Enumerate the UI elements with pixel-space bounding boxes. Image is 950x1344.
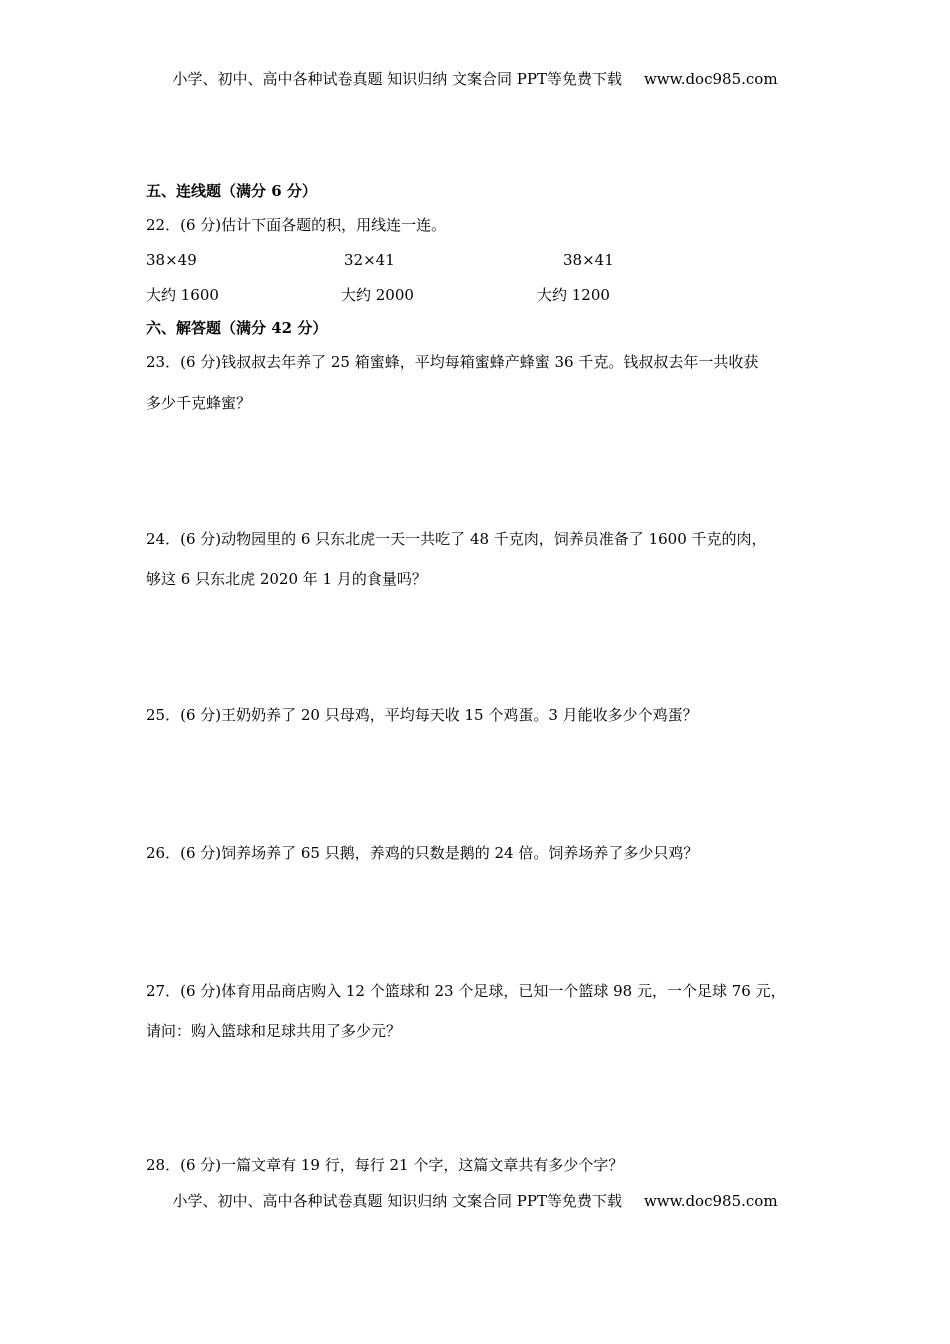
question-27-line-1: 27．(6 分)体育用品商店购入 12 个篮球和 23 个足球，已知一个篮球 98 元，一个足球 76 元， — [146, 982, 786, 1000]
section-5-title: 五、连线题（满分 6 分） — [146, 182, 317, 200]
section-6-title: 六、解答题（满分 42 分） — [146, 319, 328, 337]
header-text: 小学、初中、高中各种试卷真题 知识归纳 文案合同 PPT等免费下载 — [172, 70, 622, 88]
question-24-line-1: 24．(6 分)动物园里的 6 只东北虎一天一共吃了 48 千克肉，饲养员准备了 1600 千克的肉， — [146, 530, 767, 548]
question-23-line-1: 23．(6 分)钱叔叔去年养了 25 箱蜜蜂，平均每箱蜜蜂产蜂蜜 36 千克。钱叔叔去年一共收获 — [146, 353, 759, 371]
page-footer — [0, 1191, 950, 1211]
question-26: 26．(6 分)饲养场养了 65 只鹅，养鸡的只数是鹅的 24 倍。饲养场养了多少只鸡？ — [146, 844, 699, 862]
estimate-2: 大约 2000 — [341, 286, 414, 304]
header-site: www.doc985.com — [643, 70, 778, 88]
question-28: 28．(6 分)一篇文章有 19 行，每行 21 个字，这篇文章共有多少个字？ — [146, 1156, 624, 1174]
question-23-line-2: 多少千克蜂蜜？ — [146, 394, 252, 412]
page-header — [0, 69, 950, 89]
question-22: 22．(6 分)估计下面各题的积，用线连一连。 — [146, 216, 447, 234]
footer-text: 小学、初中、高中各种试卷真题 知识归纳 文案合同 PPT等免费下载 — [172, 1192, 622, 1210]
expression-2: 32×41 — [344, 251, 395, 269]
question-27-line-2: 请问：购入篮球和足球共用了多少元？ — [146, 1022, 402, 1040]
expression-3: 38×41 — [563, 251, 614, 269]
question-24-line-2: 够这 6 只东北虎 2020 年 1 月的食量吗？ — [146, 570, 427, 588]
expression-1: 38×49 — [146, 251, 197, 269]
question-25: 25．(6 分)王奶奶养了 20 只母鸡，平均每天收 15 个鸡蛋。3 月能收多少个鸡蛋？ — [146, 706, 698, 724]
estimate-3: 大约 1200 — [537, 286, 610, 304]
footer-site: www.doc985.com — [643, 1192, 778, 1210]
estimate-1: 大约 1600 — [146, 286, 219, 304]
